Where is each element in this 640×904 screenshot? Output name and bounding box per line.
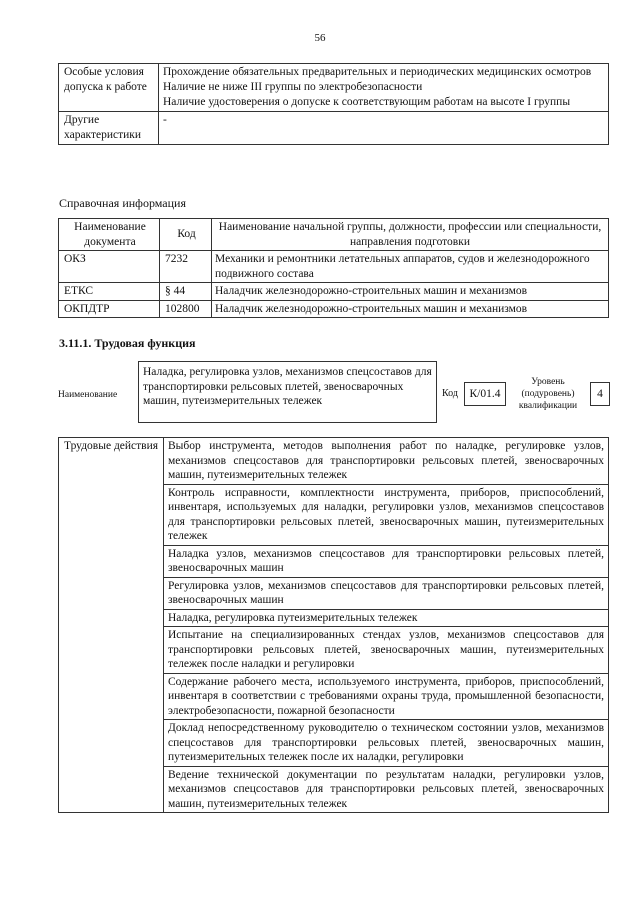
condition-line: Наличие не ниже III группы по электробезопасности [163,81,423,93]
labor-action: Регулировка узлов, механизмов спецсоставов для транспортировки рельсовых плетей, звеносварочных машин [164,577,609,609]
other-characteristics-label: Другие характеристики [59,112,159,145]
doc-cell: ОКПДТР [59,300,160,318]
table-row [59,438,609,485]
reference-title: Справочная информация [59,196,186,210]
table-header-row [59,219,609,251]
name-cell: Наладчик железнодорожно-строительных машин и механизмов [212,300,609,318]
labor-action: Доклад непосредственному руководителю о техническом состоянии узлов, механизмов спецсоставов для транспортировки рельсовых плетей, звеносварочных машин, путеизмерительных тележек после их наладки, регулировки [164,720,609,767]
table-row [59,251,609,283]
table-row [59,64,609,112]
name-cell: Наладчик железнодорожно-строительных машин и механизмов [212,283,609,301]
other-characteristics-value: - [159,112,609,145]
labor-action: Выбор инструмента, методов выполнения работ по наладке, регулировке узлов, механизмов спецсоставов для транспортировки рельсовых плетей, звеносварочных машин, путеизмерительных тележек [164,438,609,485]
labor-action: Испытание на специализированных стендах узлов, механизмов спецсоставов для транспортировки рельсовых плетей, звеносварочных машин, путеизмерительных тележек после наладки и регулировки [164,627,609,674]
code-cell: 102800 [160,300,212,318]
doc-cell: ЕТКС [59,283,160,301]
function-name: Наладка, регулировка узлов, механизмов спецсоставов для транспортировки рельсовых плетей, звеносварочных машин, путеизмерительных тележек [138,361,437,423]
admission-conditions-table [58,63,609,145]
function-name-label: Наименование [58,390,118,400]
table-row [59,300,609,318]
labor-actions-table [58,437,609,813]
labor-action: Наладка, регулировка путеизмерительных тележек [164,609,609,627]
function-code: К/01.4 [464,382,506,406]
column-header: Наименование начальной группы, должности, профессии или специальности, направления подготовки [212,219,609,251]
labor-action: Содержание рабочего места, используемого инструмента, приборов, приспособлений, инвентаря в соответствии с требованиями охраны труда, промышленной безопасности, электробезопасности, пожарной безопасности [164,673,609,720]
table-row [59,283,609,301]
column-header: Наименование документа [59,219,160,251]
qualification-level-label: Уровень (подуровень) квалификации [518,377,578,411]
special-conditions-label: Особые условия допуска к работе [59,64,159,112]
name-cell: Механики и ремонтники летательных аппаратов, судов и железнодорожного подвижного состава [212,251,609,283]
doc-cell: ОКЗ [59,251,160,283]
reference-table [58,218,609,318]
function-code-label: Код [442,388,458,399]
labor-action: Контроль исправности, комплектности инструмента, приборов, приспособлений, инвентаря, используемых для наладки, регулировки узлов, механизмов спецсоставов для транспортировки рельсовых плетей, звеносварочных машин, путеизмерительных тележек [164,484,609,545]
table-row [59,112,609,145]
column-header: Код [160,219,212,251]
special-conditions-value [159,64,609,112]
labor-action: Наладка узлов, механизмов спецсоставов для транспортировки рельсовых плетей, звеносварочных машин [164,545,609,577]
condition-line: Наличие удостоверения о допуске к соответствующим работам на высоте I группы [163,96,571,108]
condition-line: Прохождение обязательных предварительных и периодических медицинских осмотров [163,66,592,78]
section-heading: 3.11.1. Трудовая функция [59,336,196,350]
labor-actions-label: Трудовые действия [59,438,164,813]
code-cell: § 44 [160,283,212,301]
page-number: 56 [314,32,326,44]
qualification-level: 4 [590,382,610,406]
code-cell: 7232 [160,251,212,283]
labor-action: Ведение технической документации по результатам наладки, регулировки узлов, механизмов спецсоставов для транспортировки рельсовых плетей, звеносварочных машин, путеизмерительных тележек [164,766,609,813]
